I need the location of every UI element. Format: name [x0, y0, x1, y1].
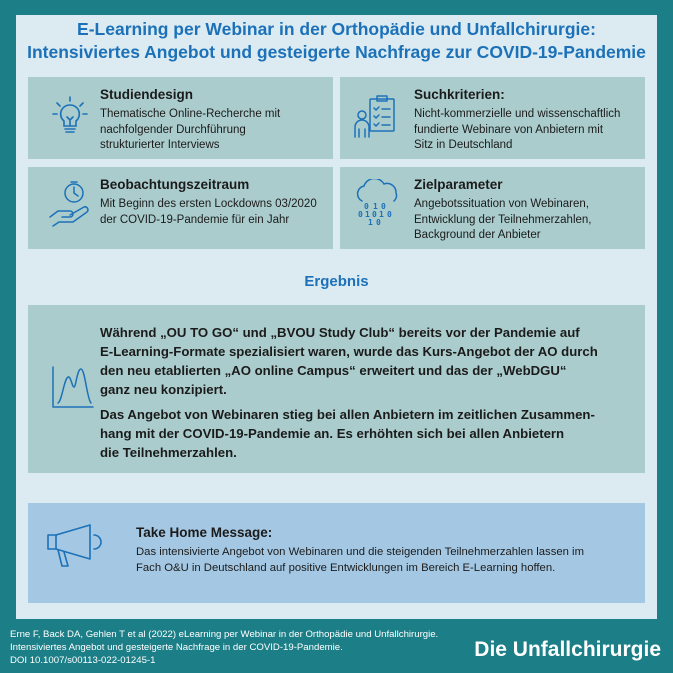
- take-home-heading: Take Home Message:: [136, 525, 273, 540]
- svg-text:0: 0: [387, 210, 392, 219]
- box-ergebnis: [28, 305, 645, 473]
- suchkriterien-heading: Suchkriterien:: [414, 87, 505, 102]
- cloud-data-icon: [350, 179, 404, 231]
- suchkriterien-text: Nicht-kommerzielle und wissenschaftlich fundierte Webinare von Anbietern mit Sitz in Deutschland: [414, 108, 621, 151]
- title-line-2: Intensiviertes Angebot und gesteigerte Nachfrage zur COVID-19-Pandemie: [27, 42, 646, 62]
- svg-text:1: 1: [365, 210, 370, 219]
- svg-text:0: 0: [372, 210, 377, 219]
- box-suchkriterien: [340, 77, 645, 159]
- infographic-card: [16, 15, 657, 619]
- svg-text:0: 0: [364, 202, 369, 211]
- svg-text:1: 1: [373, 202, 378, 211]
- box-zielparameter: [340, 167, 645, 249]
- journal-brand: Die Unfallchirurgie: [474, 638, 661, 661]
- box-take-home: [28, 503, 645, 603]
- svg-text:1: 1: [368, 218, 373, 227]
- lightbulb-icon: [48, 95, 92, 139]
- studiendesign-text: Thematische Online-Recherche mit nachfolgender Durchführung strukturierter Interviews: [100, 108, 281, 151]
- distribution-chart-icon: [50, 365, 94, 409]
- checklist-person-icon: [352, 93, 402, 143]
- zielparameter-text: Angebotssituation von Webinaren, Entwicklung der Teilnehmerzahlen, Background der Anbieter: [414, 198, 592, 241]
- beobachtung-text: Mit Beginn des ersten Lockdowns 03/2020 der COVID-19-Pandemie für ein Jahr: [100, 198, 317, 226]
- box-beobachtungszeitraum: [28, 167, 333, 249]
- studiendesign-heading: Studiendesign: [100, 87, 194, 102]
- zielparameter-heading: Zielparameter: [414, 177, 503, 192]
- svg-text:1: 1: [379, 210, 384, 219]
- svg-text:0: 0: [376, 218, 381, 227]
- megaphone-icon: [44, 521, 104, 571]
- title-line-1: E-Learning per Webinar in der Orthopädie und Unfallchirurgie:: [77, 19, 596, 39]
- take-home-text: Das intensivierte Angebot von Webinaren und die steigenden Teilnehmerzahlen lassen im Fach O&U in Deutschland auf positive Entwicklungen im Bereich E-Learning hoffen.: [136, 546, 584, 574]
- svg-text:0: 0: [358, 210, 363, 219]
- result-paragraph-1: Während „OU TO GO“ und „BVOU Study Club“ bereits vor der Pandemie auf E-Learning-Formate spezialisiert waren, wurde das Kurs-Angebot der AO durch den neu etablierten „AO online Campus“ erweitert und das der „WebDGU“ ganz neu konzipiert.: [100, 325, 598, 397]
- box-studiendesign: [28, 77, 333, 159]
- result-paragraph-2: Das Angebot von Webinaren stieg bei allen Anbietern im zeitlichen Zusammen- hang mit der COVID-19-Pandemie an. Es erhöhten sich bei allen Anbietern die Teilnehmerzahlen.: [100, 407, 595, 460]
- ergebnis-heading: Ergebnis: [304, 273, 369, 290]
- beobachtung-heading: Beobachtungszeitraum: [100, 177, 250, 192]
- citation: Erne F, Back DA, Gehlen T et al (2022) eLearning per Webinar in der Orthopädie und Unfallchirurgie. Intensiviertes Angebot und gesteigerte Nachfrage in der COVID-19-Pandemie. DOI 10.1007/s00113-022-01245-1: [10, 629, 439, 666]
- clock-hand-icon: [48, 179, 96, 227]
- svg-text:0: 0: [381, 202, 386, 211]
